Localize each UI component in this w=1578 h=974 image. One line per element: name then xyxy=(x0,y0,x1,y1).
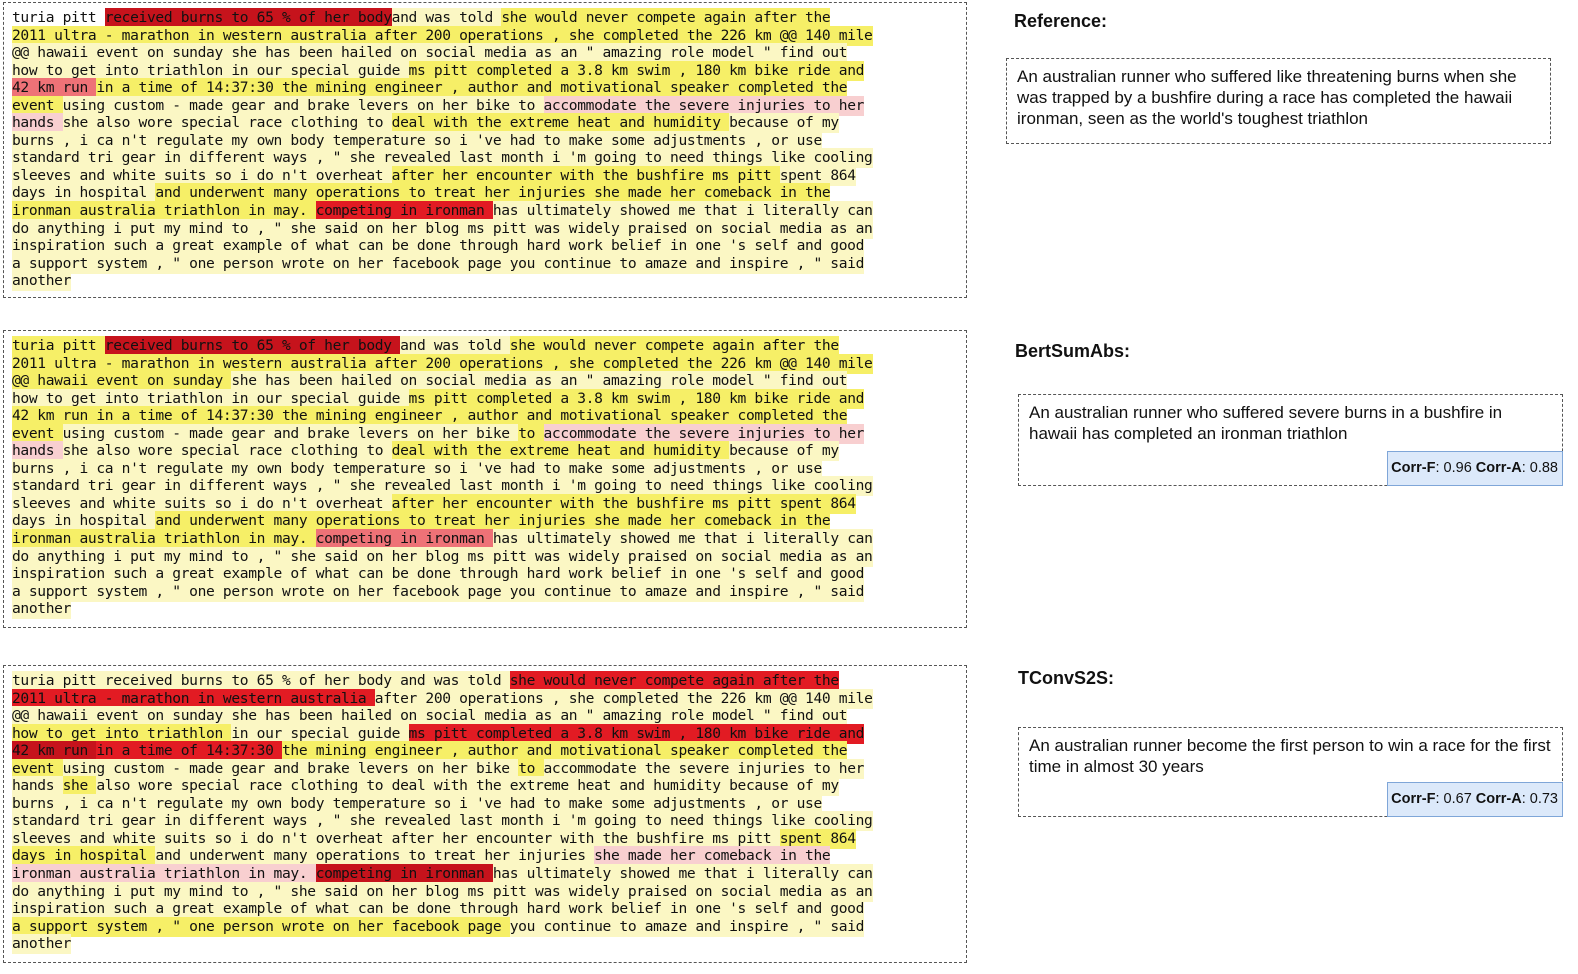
document-line xyxy=(12,337,962,355)
highlighted-segment: another xyxy=(12,935,72,953)
highlighted-segment: hands xyxy=(12,114,63,132)
tconvs2s-title: TConvS2S: xyxy=(1018,668,1115,688)
highlighted-segment: ms pitt completed a 3.8 km swim , 180 km bike ride and xyxy=(408,724,865,742)
highlighted-segment: ms pitt completed a 3.8 km swim , 180 km bike ride and xyxy=(408,389,865,407)
document-line xyxy=(12,742,962,760)
tconvs2s-score-badge xyxy=(1387,782,1563,817)
document-line xyxy=(12,255,962,273)
highlighted-segment: has ultimately showed me that i literally can xyxy=(492,865,873,883)
highlighted-segment: received burns to 65 % of her body xyxy=(104,9,392,26)
highlighted-segment: @@ hawaii event on sunday xyxy=(12,372,232,390)
highlighted-segment: burns , i ca n't regulate my own body temperature so i 've had to make some adjustments , or use xyxy=(12,131,822,149)
highlighted-segment: using custom - made gear and brake levers on her bike to xyxy=(62,96,544,114)
highlighted-segment: spent 864 xyxy=(779,829,856,847)
document-line xyxy=(12,114,962,132)
highlighted-segment: @@ hawaii event on sunday she has been hailed on social media as an " amazing role model " find out xyxy=(12,44,848,62)
highlighted-segment: because of my xyxy=(729,442,839,460)
document-line xyxy=(12,830,962,848)
document-line xyxy=(12,425,962,443)
reference-summary-text: An australian runner who suffered like threatening burns when she was trapped by a bushfire during a race has completed the hawaii ironman, seen as the world's toughest triathlon xyxy=(1017,67,1517,128)
corr-a-value: : 0.88 xyxy=(1521,460,1558,476)
highlighted-segment: 2011 ultra - marathon in western australia after 200 operations , she completed the 226 km @@ 140 mile xyxy=(12,26,873,44)
corr-f-label: Corr-F xyxy=(1391,791,1436,807)
highlighted-segment: in a time of 14:37:30 the mining engineer , author and motivational speaker completed the xyxy=(96,79,848,97)
document-line xyxy=(12,900,962,918)
document-line xyxy=(12,672,962,690)
document-line xyxy=(12,583,962,601)
highlighted-segment: using custom - made gear and brake levers on her bike xyxy=(62,759,519,777)
highlighted-segment: she also wore special race clothing to xyxy=(62,114,392,132)
highlighted-segment: do anything i put my mind to , " she said on her blog ms pitt was widely praised on social media as an xyxy=(12,547,873,565)
corr-f-value: : 0.96 xyxy=(1435,460,1476,476)
highlighted-segment: inspiration such a great example of what can be done through hard work belief in one 's self and good xyxy=(12,565,865,583)
highlighted-segment: standard tri gear in different ways , " she revealed last month i 'm going to need things like cooling xyxy=(12,149,873,167)
highlighted-segment: how to get into triathlon xyxy=(12,724,232,742)
document-line xyxy=(12,865,962,883)
highlighted-segment: after 200 operations , she completed the 226 km @@ 140 mile xyxy=(374,689,873,707)
highlighted-segment: @@ hawaii event on sunday she has been hailed on social media as an " amazing role model " find out xyxy=(12,707,848,725)
corr-a-label: Corr-A xyxy=(1475,791,1522,807)
document-line xyxy=(12,62,962,80)
highlighted-segment: using custom - made gear and brake levers on her bike xyxy=(62,424,519,442)
document-line xyxy=(12,460,962,478)
document-line xyxy=(12,44,962,62)
highlighted-segment: and underwent many operations to treat her injuries she made her comeback in the xyxy=(155,184,831,202)
document-line xyxy=(12,812,962,830)
document-line xyxy=(12,565,962,583)
highlighted-segment: turia pitt xyxy=(12,337,105,354)
highlighted-segment: turia pitt received burns to 65 % of her body and was told xyxy=(12,672,510,689)
document-line xyxy=(12,202,962,220)
highlighted-segment: 2011 ultra - marathon in western australia xyxy=(12,689,375,707)
document-line xyxy=(12,79,962,97)
source-document-tconvs2s-heatmap xyxy=(3,665,967,963)
highlighted-segment: days in hospital xyxy=(12,512,156,530)
document-line xyxy=(12,355,962,373)
highlighted-segment: has ultimately showed me that i literally can xyxy=(492,202,873,220)
highlighted-segment: accommodate the severe injuries to her xyxy=(543,424,865,442)
document-line xyxy=(12,548,962,566)
highlighted-segment: deal with the extreme heat and humidity xyxy=(391,114,730,132)
highlighted-segment: received burns to 65 % of her body xyxy=(104,337,401,354)
highlighted-segment: days in hospital xyxy=(12,847,156,865)
highlighted-segment: do anything i put my mind to , " she said on her blog ms pitt was widely praised on social media as an xyxy=(12,882,873,900)
highlighted-segment: a support system , " one person wrote on her facebook page you continue to amaze and inspire , " said xyxy=(12,582,865,600)
highlighted-segment: how to get into triathlon in our special guide xyxy=(12,389,409,407)
document-line xyxy=(12,600,962,618)
highlighted-segment: ironman australia triathlon in may. xyxy=(12,865,316,883)
highlighted-segment: after her encounter with the bushfire ms pitt xyxy=(391,166,780,184)
highlighted-segment: days in hospital xyxy=(12,184,156,202)
highlighted-segment: she would never compete again after the xyxy=(509,672,839,689)
corr-a-label: Corr-A xyxy=(1475,460,1522,476)
corr-a-value: : 0.73 xyxy=(1521,791,1558,807)
highlighted-segment: 42 km run xyxy=(12,742,97,760)
highlighted-segment: she would never compete again after the xyxy=(509,337,839,354)
document-line xyxy=(12,97,962,115)
highlighted-segment: you continue to amaze and inspire , " said xyxy=(509,917,865,935)
highlighted-segment: after her encounter with the bushfire ms pitt spent 864 xyxy=(391,494,856,512)
document-line xyxy=(12,407,962,425)
highlighted-segment: hands xyxy=(12,442,63,460)
highlighted-segment: 42 km run xyxy=(12,79,97,97)
highlighted-segment: sleeves and white suits so i do n't overheat xyxy=(12,166,392,184)
source-document-reference-heatmap xyxy=(3,2,967,298)
highlighted-segment: 2011 ultra - marathon in western australia after 200 operations , she completed the 226 km @@ 140 mile xyxy=(12,354,873,372)
document-line xyxy=(12,220,962,238)
corr-f-label: Corr-F xyxy=(1391,460,1436,476)
highlighted-segment: to xyxy=(518,759,544,777)
corr-f-value: : 0.67 xyxy=(1435,791,1476,807)
highlighted-segment: ironman australia triathlon in may. xyxy=(12,202,316,220)
highlighted-segment: sleeves and white suits so i do n't overheat after her encounter with the bushfire ms pitt xyxy=(12,829,780,847)
highlighted-segment: ironman australia triathlon in may. xyxy=(12,530,316,548)
highlighted-segment: a support system , " one person wrote on her facebook page xyxy=(12,917,510,935)
document-line xyxy=(12,442,962,460)
reference-title: Reference: xyxy=(1014,11,1108,31)
bertsumabs-title: BertSumAbs: xyxy=(1015,341,1131,361)
highlighted-segment: burns , i ca n't regulate my own body temperature so i 've had to make some adjustments , or use xyxy=(12,794,822,812)
highlighted-segment: the mining engineer , author and motivational speaker completed the xyxy=(281,742,848,760)
tconvs2s-summary-box xyxy=(1018,727,1563,817)
document-line xyxy=(12,795,962,813)
document-line xyxy=(12,237,962,255)
document-line xyxy=(12,883,962,901)
highlighted-segment: event xyxy=(12,424,63,442)
highlighted-segment: event xyxy=(12,759,63,777)
highlighted-segment: inspiration such a great example of what can be done through hard work belief in one 's self and good xyxy=(12,237,865,255)
source-document-bertsumabs-heatmap xyxy=(3,330,967,628)
highlighted-segment: deal with the extreme heat and humidity xyxy=(391,442,730,460)
document-line xyxy=(12,9,962,27)
highlighted-segment: competing in ironman xyxy=(315,202,493,220)
document-line xyxy=(12,390,962,408)
tconvs2s-summary-text: An australian runner become the first person to win a race for the first time in almost 30 years xyxy=(1029,736,1551,776)
document-line xyxy=(12,777,962,795)
highlighted-segment: she would never compete again after the xyxy=(501,9,831,26)
document-line xyxy=(12,707,962,725)
document-line xyxy=(12,530,962,548)
document-line xyxy=(12,690,962,708)
highlighted-segment: turia pitt xyxy=(12,9,105,26)
document-line xyxy=(12,132,962,150)
document-line xyxy=(12,149,962,167)
highlighted-segment: also wore special race clothing to deal with the extreme heat and humidity because of my xyxy=(96,777,839,795)
document-line xyxy=(12,495,962,513)
highlighted-segment: accommodate the severe injuries to her xyxy=(543,96,865,114)
highlighted-segment: she has been hailed on social media as an " amazing role model " find out xyxy=(231,372,848,390)
highlighted-segment: to xyxy=(518,424,544,442)
document-line xyxy=(12,847,962,865)
highlighted-segment: sleeves and white suits so i do n't overheat xyxy=(12,494,392,512)
highlighted-segment: burns , i ca n't regulate my own body temperature so i 've had to make some adjustments , or use xyxy=(12,459,822,477)
document-line xyxy=(12,27,962,45)
highlighted-segment: ms pitt completed a 3.8 km swim , 180 km bike ride and xyxy=(408,61,865,79)
highlighted-segment: hands xyxy=(12,777,63,795)
highlighted-segment: because of my xyxy=(729,114,839,132)
highlighted-segment: another xyxy=(12,272,72,290)
document-line xyxy=(12,272,962,290)
highlighted-segment: and underwent many operations to treat her injuries xyxy=(155,847,595,865)
document-line xyxy=(12,918,962,936)
highlighted-segment: and was told xyxy=(391,9,502,26)
highlighted-segment: how to get into triathlon in our special guide xyxy=(12,61,409,79)
reference-summary-box xyxy=(1006,58,1551,144)
highlighted-segment: in a time of 14:37:30 xyxy=(96,742,282,760)
bertsumabs-summary-text: An australian runner who suffered severe burns in a bushfire in hawaii has completed an ironman triathlon xyxy=(1029,403,1503,443)
document-line xyxy=(12,477,962,495)
highlighted-segment: do anything i put my mind to , " she said on her blog ms pitt was widely praised on social media as an xyxy=(12,219,873,237)
document-line xyxy=(12,512,962,530)
document-line xyxy=(12,760,962,778)
highlighted-segment: another xyxy=(12,600,72,618)
document-line xyxy=(12,725,962,743)
highlighted-segment: she xyxy=(62,777,97,795)
highlighted-segment: inspiration such a great example of what can be done through hard work belief in one 's self and good xyxy=(12,900,865,918)
highlighted-segment: competing in ironman xyxy=(315,865,493,883)
highlighted-segment: spent 864 xyxy=(779,166,856,184)
document-line xyxy=(12,184,962,202)
highlighted-segment: standard tri gear in different ways , " she revealed last month i 'm going to need things like cooling xyxy=(12,477,873,495)
highlighted-segment: event xyxy=(12,96,63,114)
bertsumabs-score-badge xyxy=(1387,451,1563,486)
document-line xyxy=(12,167,962,185)
highlighted-segment: in our special guide xyxy=(231,724,409,742)
document-line xyxy=(12,935,962,953)
highlighted-segment: standard tri gear in different ways , " she revealed last month i 'm going to need things like cooling xyxy=(12,812,873,830)
bertsumabs-summary-box xyxy=(1018,394,1563,486)
highlighted-segment: accommodate the severe injuries to her xyxy=(543,759,865,777)
highlighted-segment: and was told xyxy=(400,337,510,354)
highlighted-segment: she made her comeback in the xyxy=(594,847,831,865)
highlighted-segment: and underwent many operations to treat her injuries she made her comeback in the xyxy=(155,512,831,530)
highlighted-segment: 42 km run in a time of 14:37:30 the mining engineer , author and motivational speaker completed the xyxy=(12,407,848,425)
document-line xyxy=(12,372,962,390)
highlighted-segment: competing in ironman xyxy=(315,530,493,548)
highlighted-segment: has ultimately showed me that i literally can xyxy=(492,530,873,548)
highlighted-segment: she also wore special race clothing to xyxy=(62,442,392,460)
highlighted-segment: a support system , " one person wrote on her facebook page you continue to amaze and inspire , " said xyxy=(12,254,865,272)
